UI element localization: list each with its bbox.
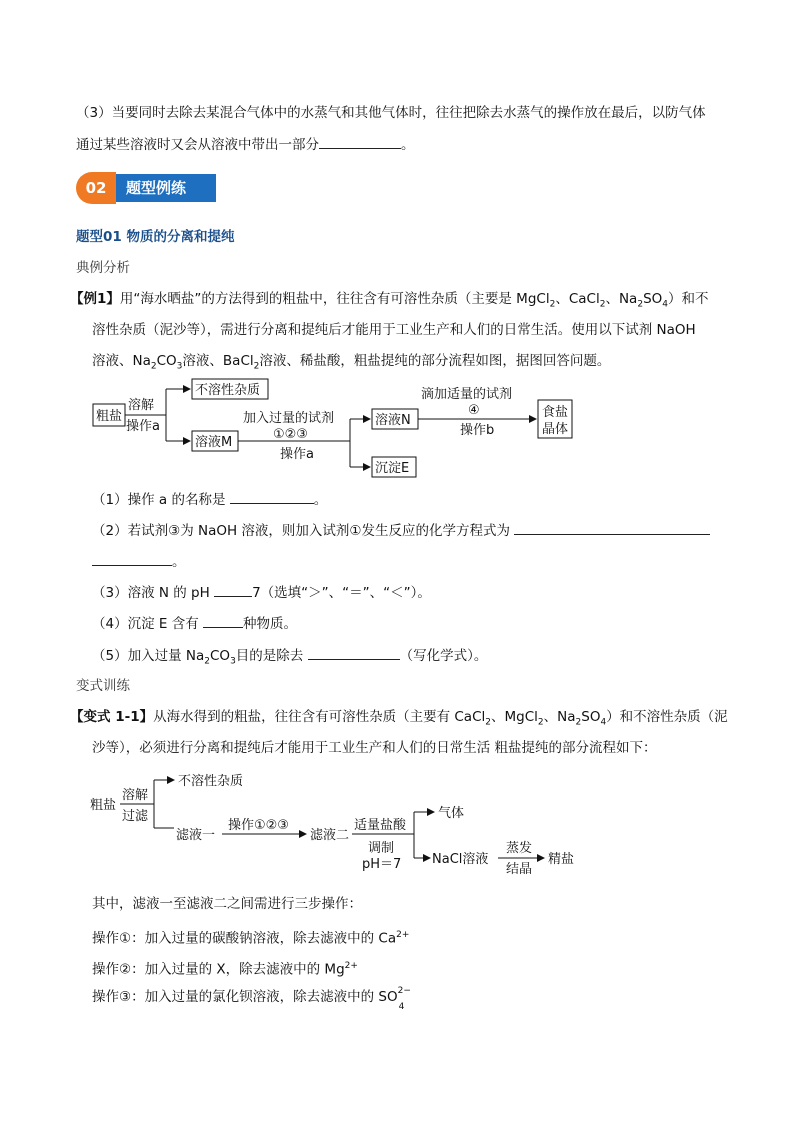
d1-solution-n: 溶液N	[375, 413, 411, 428]
sub: 2	[485, 717, 491, 728]
intro-line-2	[76, 135, 415, 154]
example1-l3-b: CO	[156, 353, 177, 369]
example1-text-b: 、CaCl	[555, 291, 600, 307]
sub: 2	[204, 656, 210, 667]
q5-text-b: CO	[210, 648, 231, 664]
d1-reagent4: ④	[468, 403, 480, 418]
d2-adjust: 调制	[368, 841, 395, 856]
sub: 4	[398, 1002, 405, 1012]
variant1-b: 、MgCl	[491, 709, 538, 725]
q5-text-c: 目的是除去	[235, 648, 304, 664]
q5-text-d: （写化学式）。	[399, 648, 488, 664]
example1-text-a: 用“海水晒盐”的方法得到的粗盐中，往往含有可溶性杂质（主要是 MgCl	[119, 291, 550, 307]
d2-evaporate: 蒸发	[506, 841, 533, 856]
d1-precip-e: 沉淀E	[375, 461, 410, 476]
flowchart-2	[88, 766, 588, 878]
step-3-text: 操作③：加入过量的氯化钡溶液，除去滤液中的 SO	[92, 989, 398, 1005]
q1-text: （1）操作 a 的名称是	[92, 492, 226, 508]
q3	[92, 583, 431, 602]
d1-op-a2: 操作a	[280, 447, 314, 462]
q3-blank[interactable]	[214, 583, 252, 597]
sub: 2	[549, 299, 556, 310]
q2-blank[interactable]	[514, 521, 710, 535]
example1-text-c: 、Na	[605, 291, 638, 307]
banner-number: 02	[76, 172, 116, 204]
sub: 2	[575, 717, 582, 728]
flowchart-1	[88, 376, 588, 480]
q4-text-a: （4）沉淀 E 含有	[92, 616, 199, 632]
q2-cont	[92, 552, 186, 571]
d1-salt2: 晶体	[542, 422, 569, 437]
variant1-line-2: 沙等），必须进行分离和提纯后才能用于工业生产和人们的日常生活 粗盐提纯的部分流程如下：	[92, 740, 657, 756]
variant1-d: SO	[581, 709, 601, 725]
q2	[92, 521, 710, 540]
sub: 2	[253, 361, 260, 372]
label-example: 典例分析	[76, 260, 130, 276]
d1-salt1: 食盐	[542, 405, 569, 420]
d2-filtrate1: 滤液一	[176, 828, 216, 843]
step-1-text: 操作①：加入过量的碳酸钠溶液，除去滤液中的 Ca	[92, 930, 397, 947]
example1-l3-d: 溶液、稀盐酸，粗盐提纯的部分流程如图，据图回答问题。	[259, 353, 611, 369]
q4-blank[interactable]	[203, 614, 243, 628]
sup: 2+	[344, 961, 358, 971]
d2-ph: pH＝7	[362, 857, 402, 872]
steps-intro: 其中，滤液一至滤液二之间需进行三步操作：	[92, 896, 362, 912]
intro-line-2-end: 。	[401, 137, 415, 153]
step-3	[92, 986, 412, 1012]
example1-tag: 【例1】	[70, 291, 120, 307]
variant1-a: 从海水得到的粗盐，往往含有可溶性杂质（主要有 CaCl	[153, 709, 486, 725]
variant1-line-1	[70, 708, 728, 732]
q5	[92, 646, 487, 671]
sup: 2−	[397, 986, 411, 996]
sub: 2	[150, 361, 157, 372]
label-variant: 变式训练	[76, 678, 130, 694]
q4	[92, 614, 297, 633]
variant1-c: 、Na	[543, 709, 576, 725]
intro-line-1: （3）当要同时去除去某混合气体中的水蒸气和其他气体时，往往把除去水蒸气的操作放在最后，以防气体	[76, 105, 706, 121]
step-2-text: 操作②：加入过量的 X，除去滤液中的 Mg	[92, 961, 345, 978]
d2-filtrate2: 滤液二	[310, 828, 350, 843]
sub: 4	[662, 299, 668, 310]
step-1	[92, 926, 409, 948]
q2-blank-2[interactable]	[92, 552, 172, 566]
d1-reagents: ①②③	[273, 427, 308, 442]
q5-text-a: （5）加入过量 Na	[92, 648, 205, 664]
d2-filter: 过滤	[122, 809, 149, 824]
d1-add-excess: 加入过量的试剂	[243, 411, 335, 426]
d1-crude-salt: 粗盐	[96, 409, 123, 424]
d1-dissolve: 溶解	[128, 398, 155, 413]
example1-text-e: ）和不	[668, 291, 709, 307]
sub: 3	[176, 361, 183, 372]
d2-refined: 精盐	[548, 852, 575, 867]
q2-text: （2）若试剂③为 NaOH 溶液，则加入试剂①发生反应的化学方程式为	[92, 523, 511, 539]
q5-blank[interactable]	[308, 646, 400, 660]
banner-title: 题型例练	[116, 174, 216, 202]
q1-blank[interactable]	[230, 490, 314, 504]
d1-solution-m: 溶液M	[195, 435, 233, 450]
example1-l3-c: 溶液、BaCl	[182, 353, 254, 369]
step-2	[92, 957, 358, 979]
section-heading: 题型01 物质的分离和提纯	[76, 229, 235, 245]
d2-crystal: 结晶	[506, 862, 533, 877]
sulfate-charge	[397, 986, 412, 1012]
q1-end: 。	[313, 492, 328, 508]
sub: 3	[230, 656, 236, 667]
section-banner	[76, 172, 216, 204]
d1-op-b: 操作b	[460, 423, 495, 438]
q4-text-b: 种物质。	[243, 616, 297, 632]
d1-dropwise: 滴加适量的试剂	[421, 387, 513, 402]
variant1-tag: 【变式 1-1】	[70, 709, 154, 725]
sup: 2+	[396, 930, 410, 940]
example1-l3-a: 溶液、Na	[92, 353, 151, 369]
d2-insoluble: 不溶性杂质	[178, 774, 244, 789]
d2-operations: 操作①②③	[228, 818, 289, 833]
d1-op-a: 操作a	[126, 419, 160, 434]
example1-line-1	[70, 290, 709, 314]
d2-dissolve: 溶解	[122, 788, 149, 803]
q3-text-b: 7（选填“＞”、“＝”、“＜”）。	[252, 585, 431, 601]
sub: 2	[599, 299, 606, 310]
d2-crude-salt: 粗盐	[90, 798, 117, 813]
q1	[92, 490, 327, 509]
d1-insoluble: 不溶性杂质	[195, 383, 261, 398]
d2-hcl: 适量盐酸	[354, 818, 407, 833]
sub: 2	[537, 717, 544, 728]
d2-gas: 气体	[438, 806, 465, 821]
variant1-e: ）和不溶性杂质（泥	[606, 709, 728, 725]
q2-end: 。	[172, 554, 186, 570]
sub: 2	[637, 299, 644, 310]
example1-line-3	[92, 352, 610, 376]
intro-line-2-text: 通过某些溶液时又会从溶液中带出一部分	[76, 137, 319, 153]
example1-line-2: 溶性杂质（泥沙等），需进行分离和提纯后才能用于工业生产和人们的日常生活。使用以下试剂 NaOH	[92, 322, 696, 338]
example1-text-d: SO	[643, 291, 663, 307]
q3-text-a: （3）溶液 N 的 pH	[92, 585, 210, 601]
d2-nacl: NaCl溶液	[432, 852, 489, 867]
answer-blank[interactable]	[319, 135, 401, 149]
sub: 4	[600, 717, 607, 728]
